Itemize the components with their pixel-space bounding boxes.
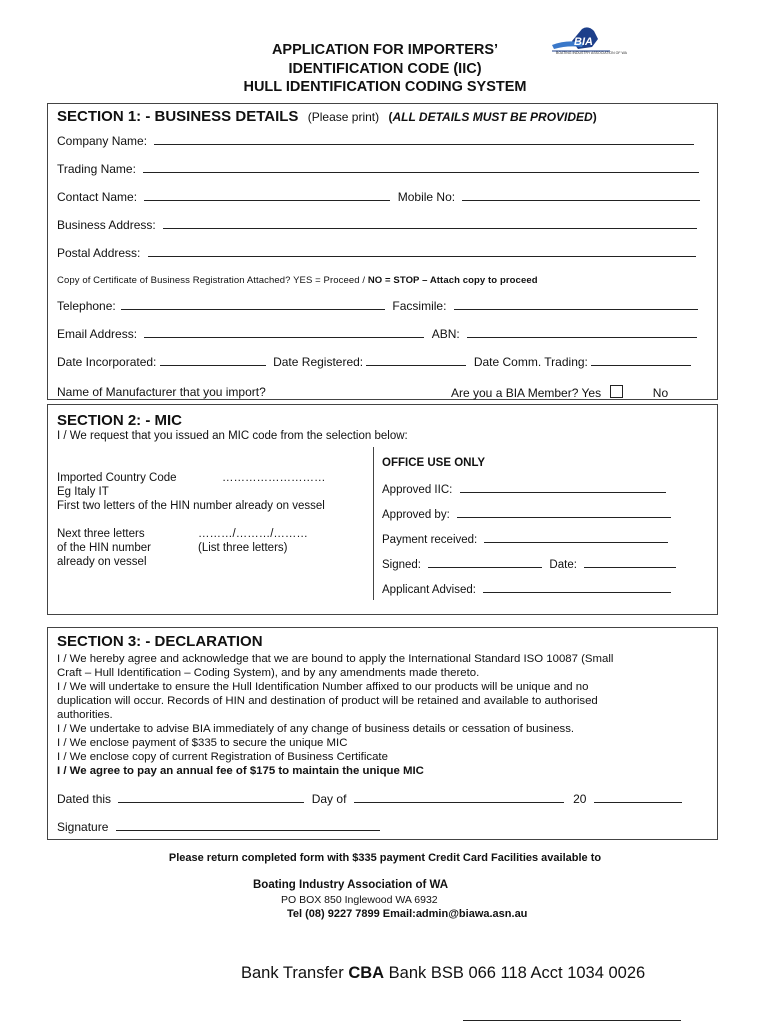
annual-fee-line: I / We agree to pay an annual fee of $175 to maintain the unique MIC (57, 765, 424, 777)
approved-by-field[interactable] (457, 507, 671, 518)
year-field[interactable] (594, 792, 682, 803)
trading-name-row (57, 162, 699, 176)
section-1-box (47, 103, 718, 400)
postal-address-row (57, 246, 696, 260)
bottom-rule (463, 1020, 681, 1021)
declaration-line: I / We enclose payment of $335 to secure the unique MIC (57, 737, 348, 749)
declaration-line: I / We undertake to advise BIA immediately of any change of business details or cessation of business. (57, 723, 575, 735)
section-3-heading: SECTION 3: - DECLARATION (57, 633, 263, 650)
business-address-label: Business Address: (57, 218, 156, 232)
signed-field[interactable] (428, 557, 542, 568)
approved-iic-field[interactable] (460, 482, 666, 493)
email-label: Email Address: (57, 327, 138, 341)
telephone-field[interactable] (121, 299, 385, 310)
logo-text: BIA (574, 36, 593, 48)
po-box: PO BOX 850 Inglewood WA 6932 (281, 894, 438, 906)
email-row (57, 327, 697, 341)
facsimile-label: Facsimile: (392, 299, 447, 313)
approved-by-label: Approved by: (382, 509, 450, 521)
signed-date-field[interactable] (584, 557, 676, 568)
section-1-heading-row: SECTION 1: - BUSINESS DETAILS (Please print) (ALL DETAILS MUST BE PROVIDED) (57, 108, 597, 125)
approved-iic-label: Approved IIC: (382, 484, 453, 496)
example-country: Eg Italy IT (57, 486, 109, 498)
facsimile-field[interactable] (454, 299, 698, 310)
declaration-line: authorities. (57, 709, 113, 721)
dates-row (57, 355, 691, 369)
please-print: (Please print) (307, 110, 380, 124)
mobile-field[interactable] (462, 190, 700, 201)
year-prefix: 20 (573, 792, 587, 806)
contact-row (57, 190, 700, 204)
list-three-letters: (List three letters) (198, 542, 288, 554)
payment-received-label: Payment received: (382, 534, 478, 546)
bank-transfer-prefix: Bank Transfer (241, 964, 349, 982)
mobile-label: Mobile No: (397, 190, 456, 204)
declaration-line: I / We will undertake to ensure the Hull Identification Number affixed to our products will be unique and no (57, 681, 589, 693)
declaration-line: Craft – Hull Identification – Coding System), and by any amendments made thereto. (57, 667, 480, 679)
org-name: Boating Industry Association of WA (253, 879, 449, 891)
certificate-stop: NO = STOP – Attach copy to proceed (367, 275, 538, 286)
applicant-advised-row (382, 582, 671, 596)
all-details-note: ALL DETAILS MUST BE PROVIDED (392, 110, 593, 124)
trading-name-label: Trading Name: (57, 162, 136, 176)
hin-letters-field[interactable]: ………/………/……… (198, 528, 308, 540)
return-instructions: Please return completed form with $335 payment Credit Card Facilities available to (168, 852, 602, 864)
declaration-line: duplication will occur. Records of HIN and destination of product will be retained and available to authorised (57, 695, 598, 707)
bia-member-yes-checkbox[interactable] (610, 385, 623, 398)
date-registered-field[interactable] (366, 355, 466, 366)
contact-name-label: Contact Name: (57, 190, 138, 204)
title-line-2: IDENTIFICATION CODE (IIC) (288, 61, 482, 77)
signature-field[interactable] (116, 820, 380, 831)
title-line-3: HULL IDENTIFICATION CODING SYSTEM (243, 79, 527, 95)
next-three-line-2: of the HIN number (57, 542, 151, 554)
applicant-advised-label: Applicant Advised: (382, 584, 476, 596)
approved-by-row (382, 507, 671, 521)
signed-row (382, 557, 676, 571)
section-3-box (47, 627, 718, 840)
certificate-row (57, 275, 538, 286)
date-comm-trading-label: Date Comm. Trading: (473, 355, 588, 369)
office-use-heading: OFFICE USE ONLY (382, 457, 486, 469)
title-line-1: APPLICATION FOR IMPORTERS’ (271, 42, 499, 58)
dated-this-label: Dated this (57, 792, 112, 806)
payment-received-row (382, 532, 668, 546)
country-code-field[interactable]: ……………………… (222, 472, 326, 484)
signature-label: Signature (57, 820, 109, 834)
next-three-line-1: Next three letters (57, 528, 145, 540)
email-field[interactable] (144, 327, 424, 338)
section-1-heading: SECTION 1: - BUSINESS DETAILS (57, 108, 299, 125)
office-use-divider (373, 447, 374, 600)
signed-date-label: Date: (549, 559, 577, 571)
next-three-line-3: already on vessel (57, 556, 147, 568)
date-incorporated-field[interactable] (160, 355, 266, 366)
telephone-row (57, 299, 698, 313)
dated-this-field[interactable] (118, 792, 304, 803)
bia-member-no-label: No (652, 386, 669, 400)
company-name-row (57, 134, 694, 148)
declaration-text (57, 652, 613, 778)
section-2-box (47, 404, 718, 615)
company-name-label: Company Name: (57, 134, 148, 148)
business-address-row (57, 218, 697, 232)
payment-received-field[interactable] (484, 532, 668, 543)
company-name-field[interactable] (154, 134, 694, 145)
postal-address-label: Postal Address: (57, 246, 141, 260)
bia-logo (548, 25, 627, 59)
bia-member-row (451, 385, 668, 400)
imported-country-label: Imported Country Code (57, 472, 177, 484)
declaration-line: I / We enclose copy of current Registration of Business Certificate (57, 751, 388, 763)
applicant-advised-field[interactable] (483, 582, 671, 593)
date-registered-label: Date Registered: (273, 355, 364, 369)
declaration-line: I / We hereby agree and acknowledge that we are bound to apply the International Standard ISO 10087 (Small (57, 653, 614, 665)
bank-details: Bank BSB 066 118 Acct 1034 0026 (384, 964, 646, 982)
signature-row (57, 820, 380, 834)
bank-name: CBA (348, 964, 385, 982)
date-incorporated-label: Date Incorporated: (57, 355, 157, 369)
approved-iic-row (382, 482, 666, 496)
first-two-letters: First two letters of the HIN number already on vessel (57, 500, 325, 512)
bia-member-label: Are you a BIA Member? Yes (451, 386, 602, 400)
day-of-field[interactable] (354, 792, 564, 803)
bank-transfer (241, 964, 645, 983)
tel-email: Tel (08) 9227 7899 Email:admin@biawa.asn.au (287, 908, 528, 920)
abn-field[interactable] (467, 327, 697, 338)
telephone-label: Telephone: (57, 299, 116, 313)
manufacturer-label: Name of Manufacturer that you import? (57, 385, 266, 399)
date-comm-trading-field[interactable] (591, 355, 691, 366)
logo-subtext: BOATING INDUSTRY ASSOCIATION OF WA (556, 51, 627, 55)
abn-label: ABN: (431, 327, 460, 341)
certificate-question: Copy of Certificate of Business Registration Attached? YES = Proceed / (57, 275, 368, 286)
section-2-heading: SECTION 2: - MIC (57, 412, 183, 429)
trading-name-field[interactable] (143, 162, 699, 173)
day-of-label: Day of (311, 792, 347, 806)
contact-name-field[interactable] (144, 190, 390, 201)
dated-row (57, 792, 682, 806)
mic-request: I / We request that you issued an MIC code from the selection below: (57, 430, 408, 442)
signed-label: Signed: (382, 559, 422, 571)
postal-address-field[interactable] (148, 246, 696, 257)
business-address-field[interactable] (163, 218, 697, 229)
